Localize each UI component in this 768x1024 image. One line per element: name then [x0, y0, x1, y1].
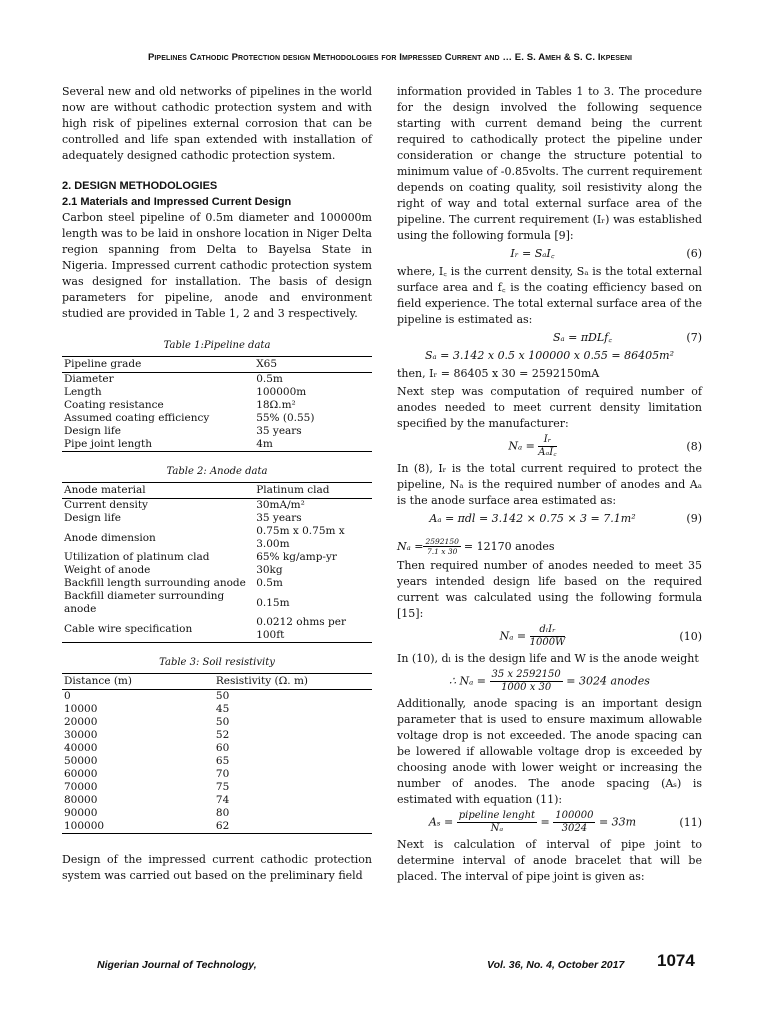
- table1-caption: Table 1:Pipeline data: [163, 340, 271, 351]
- equation-8-fraction: [538, 434, 556, 459]
- table-cell: 70: [215, 768, 230, 780]
- table-cell: 50: [215, 716, 230, 728]
- anode-count-paragraph: Next step was computation of required number of anodes needed to meet current density limitation specified by the manufacturer:: [397, 385, 702, 430]
- table-cell: 75: [215, 781, 230, 793]
- table2-body: [62, 499, 372, 643]
- anode-count-numerator: 2592150: [425, 537, 459, 546]
- table2-header-cell: Anode material: [62, 483, 254, 499]
- equation-8-denominator: AₐI꜀: [538, 447, 557, 458]
- equation-11: Aₛ = $\frac{\text{pipeline lenght}}{\text{Nₐ}}$ = $\frac{100000}{3024}$ = 33m (11): [428, 810, 702, 834]
- equation-11-numerator-2: 100000: [555, 810, 594, 821]
- equation-7-number: (7): [686, 331, 702, 344]
- equation-10: [397, 624, 702, 649]
- table-cell: Anode dimension: [64, 531, 156, 544]
- equation-7: [397, 330, 702, 346]
- equation-10-evaluation-lhs: ∴ Nₐ =: [449, 674, 487, 688]
- table-cell: 55% (0.55): [256, 412, 315, 424]
- pipeline-data-table: [62, 356, 372, 452]
- equation-11-denominator-2: 3024: [561, 823, 588, 834]
- table-cell: 80: [215, 807, 230, 819]
- anode-data-table: [62, 482, 372, 643]
- table-row: [62, 794, 372, 807]
- surface-area-paragraph: where, I꜀ is the current density, Sₐ is the total external surface area and f꜀ is the coating efficiency based on field experience. The total external surface area of the pipeline is estimated as:: [397, 265, 702, 326]
- table-row: [62, 564, 372, 577]
- table-cell: 30mA/m²: [256, 499, 305, 511]
- table-cell: 0.15m: [256, 596, 290, 609]
- table-row: [62, 716, 372, 729]
- table-cell: 45: [215, 703, 230, 715]
- design-life-paragraph: Then required number of anodes needed to meet 35 years intended design life based on the required current was calculated using the following formula [15]:: [397, 559, 702, 620]
- table-row: [62, 755, 372, 768]
- anode-area-paragraph: In (8), Iᵣ is the total current required to protect the pipeline, Nₐ is the required number of anodes and Aₐ is the anode surface area estimated as:: [397, 462, 702, 507]
- table-row: [62, 729, 372, 742]
- table-cell: 30000: [64, 729, 98, 741]
- equation-11-lhs: Aₛ =: [428, 815, 454, 829]
- table-cell: 65% kg/amp-yr: [256, 551, 337, 563]
- equation-11-rhs: = 33m: [598, 815, 637, 829]
- equation-7-body: Sₐ = πDLf꜀: [552, 331, 613, 344]
- equation-10-evaluation: [397, 669, 702, 694]
- table-row: [62, 577, 372, 590]
- table-cell: Length: [64, 386, 102, 398]
- table3-header-cell: Distance (m): [62, 674, 214, 690]
- table-row: [62, 425, 372, 438]
- equation-11-fraction-1: [457, 810, 537, 835]
- pipe-joint-paragraph: Next is calculation of interval of pipe joint to determine interval of anode bracelet that will be placed. The interval of pipe joint is given as:: [397, 838, 702, 883]
- table-cell: Cable wire specification: [62, 616, 254, 643]
- equation-11-denominator-1: Nₐ: [490, 823, 504, 834]
- table-cell: 65: [215, 755, 230, 767]
- equation-10-evaluation-denominator: 1000 x 30: [501, 682, 552, 693]
- equation-10-lhs: Nₐ =: [499, 629, 527, 643]
- equation-11-numerator-1: pipeline lenght: [458, 810, 536, 821]
- table-row: [62, 742, 372, 755]
- equation-6-body: Iᵣ = SₐI꜀: [510, 247, 555, 260]
- table-cell: Design life: [64, 512, 122, 524]
- equation-9: [397, 511, 702, 527]
- equation-8-numerator: Iᵣ: [538, 434, 556, 447]
- table-row: [62, 438, 372, 452]
- table-cell: 0.5m: [256, 577, 283, 589]
- table-cell: 60: [215, 742, 230, 754]
- page-number: 1074: [657, 951, 695, 970]
- table1-header-cell: Pipeline grade: [62, 357, 254, 373]
- table-cell: 40000: [64, 742, 98, 754]
- equation-9-number: (9): [686, 512, 702, 525]
- equation-10-fraction: [530, 624, 566, 649]
- equation-8: [397, 434, 702, 459]
- procedure-paragraph: information provided in Tables 1 to 3. The procedure for the design involved the following sequence starting with current demand being the current required to cathodically protect the pipeline under consideration or change the structure potential to minimum value of -0.85volts. The current requirement depends on coating quality, soil resistivity along the right of way and total external surface area of the pipeline. The current requirement (Iᵣ) was established using the following formula [9]:: [397, 85, 702, 242]
- table-cell: Weight of anode: [64, 564, 151, 576]
- table-row: [62, 386, 372, 399]
- subsection-heading: 2.1 Materials and Impressed Current Design: [62, 196, 292, 208]
- table-cell: 100000m: [256, 386, 307, 398]
- table-cell: Assumed coating efficiency: [64, 412, 210, 424]
- table-cell: Pipe joint length: [62, 438, 254, 452]
- table-cell: 60000: [64, 768, 98, 780]
- table-row: [62, 590, 372, 616]
- equation-8-number: (8): [686, 439, 702, 453]
- equation-9-body: Aₐ = πdl = 3.142 × 0.75 × 3 = 7.1m²: [429, 512, 636, 525]
- table-cell: 74: [215, 794, 230, 806]
- table1-body: [62, 373, 372, 452]
- table-row: [62, 703, 372, 716]
- table-cell: 4m: [254, 438, 372, 452]
- table-cell: 30kg: [256, 564, 283, 576]
- table-cell: 62: [214, 820, 372, 834]
- table-row: [62, 551, 372, 564]
- equation-10-denominator: 1000W: [529, 637, 566, 648]
- table-cell: Utilization of platinum clad: [64, 551, 210, 563]
- intro-paragraph: Several new and old networks of pipelines in the world now are without cathodic protection system and with high risk of pipelines external corrosion that can be controlled and life span extended with installation of adequately designed cathodic protection system.: [62, 85, 372, 162]
- anode-spacing-paragraph: Additionally, anode spacing is an important design parameter that is used to ensure maximum allowable voltage drop is not exceeded. The anode spacing can be lowered if allowable voltage drop is exceeded by choosing anode with lower weight or increasing the number of anodes. The anode spacing (Aₛ) is estimated with equation (11):: [397, 697, 702, 806]
- table-row: [62, 399, 372, 412]
- table-cell: 35 years: [256, 512, 302, 524]
- table-row: [62, 512, 372, 525]
- table-cell: 35 years: [256, 425, 302, 437]
- table2-header-cell: Platinum clad: [254, 483, 372, 499]
- equation-7-evaluation-body: Sₐ = 3.142 x 0.5 x 100000 x 0.55 = 86405m²: [425, 349, 674, 362]
- table-cell: 50: [215, 690, 230, 702]
- running-header: Pipelines Cathodic Protection design Methodologies for Impressed Current and … E. S. Ameh & S. C. Ikpeseni: [147, 52, 633, 63]
- table-cell: 0.0212 ohms per 100ft: [254, 616, 372, 643]
- table-row: [62, 690, 372, 704]
- table-cell: Coating resistance: [64, 399, 164, 411]
- current-result-body: then, Iᵣ = 86405 x 30 = 2592150mA: [397, 367, 600, 380]
- table3-caption: Table 3: Soil resistivity: [159, 657, 275, 668]
- equation-10-evaluation-numerator: 35 x 2592150: [491, 669, 561, 680]
- table-row: [62, 768, 372, 781]
- equation-10-numerator: dₗIᵣ: [530, 624, 566, 637]
- table-cell: 50000: [64, 755, 98, 767]
- equation-11-fraction-2: [553, 810, 595, 835]
- table-row: [62, 412, 372, 425]
- materials-paragraph: Carbon steel pipeline of 0.5m diameter and 100000m length was to be laid in onshore location in Niger Delta region spanning from Delta to Bayelsa State in Nigeria. Impressed current cathodic protection system was designed for installation. The basis of design parameters for pipeline, anode and environment studied are provided in Table 1, 2 and 3 respectively.: [62, 211, 372, 320]
- table-cell: 10000: [64, 703, 98, 715]
- equation-10-evaluation-rhs: = 3024 anodes: [566, 674, 650, 688]
- table-cell: 0.5m: [256, 373, 283, 385]
- equation-10-evaluation-fraction: [490, 669, 563, 694]
- equation-6: [397, 246, 702, 262]
- volume-info: Vol. 36, No. 4, October 2017: [487, 959, 625, 971]
- closing-paragraph: Design of the impressed current cathodic protection system was carried out based on the preliminary field: [62, 853, 372, 882]
- anode-count-lhs: Nₐ =: [397, 539, 424, 553]
- anode-count-result: [397, 537, 702, 556]
- equation-7-evaluation: [397, 348, 702, 364]
- table3-header-cell: Resistivity (Ω. m): [214, 674, 372, 690]
- table-row: [62, 781, 372, 794]
- table-cell: 80000: [64, 794, 98, 806]
- right-column: [397, 84, 702, 885]
- table-cell: Design life: [64, 425, 122, 437]
- equation-8-lhs: Nₐ =: [508, 439, 535, 453]
- table-cell: 20000: [64, 716, 98, 728]
- left-column: [62, 84, 372, 884]
- section-heading: 2. DESIGN METHODOLOGIES: [62, 180, 218, 192]
- equation-10-number: (10): [679, 629, 702, 643]
- table-cell: 52: [215, 729, 230, 741]
- table-cell: 18Ω.m²: [256, 399, 296, 411]
- table-cell: Diameter: [64, 373, 114, 385]
- journal-name: Nigerian Journal of Technology,: [97, 959, 257, 971]
- anode-count-denominator: 7.1 x 30: [426, 547, 458, 556]
- table-cell: 0.75m x 0.75m x 3.00m: [256, 525, 345, 550]
- table-cell: Backfill diameter surrounding anode: [64, 590, 225, 615]
- current-result: [397, 366, 702, 382]
- table2-caption: Table 2: Anode data: [166, 466, 268, 477]
- table1-header-cell: X65: [254, 357, 372, 373]
- table-row: [62, 820, 372, 834]
- design-life-definition: In (10), dₗ is the design life and W is the anode weight: [397, 652, 699, 665]
- table-row: [62, 499, 372, 513]
- table-row: [62, 616, 372, 643]
- table3-body: [62, 690, 372, 834]
- table-cell: 90000: [64, 807, 98, 819]
- soil-resistivity-table: [62, 673, 372, 834]
- table-row: [62, 807, 372, 820]
- equation-11-number: (11): [679, 815, 702, 829]
- anode-count-rhs: = 12170 anodes: [463, 539, 555, 553]
- equation-6-number: (6): [686, 247, 702, 260]
- table-cell: Backfill length surrounding anode: [64, 577, 246, 589]
- table-row: [62, 373, 372, 387]
- anode-count-fraction: [423, 537, 460, 556]
- table-cell: Current density: [64, 499, 148, 511]
- table-cell: 100000: [62, 820, 214, 834]
- table-cell: 0: [64, 690, 71, 702]
- table-cell: 70000: [64, 781, 98, 793]
- table-row: [62, 525, 372, 551]
